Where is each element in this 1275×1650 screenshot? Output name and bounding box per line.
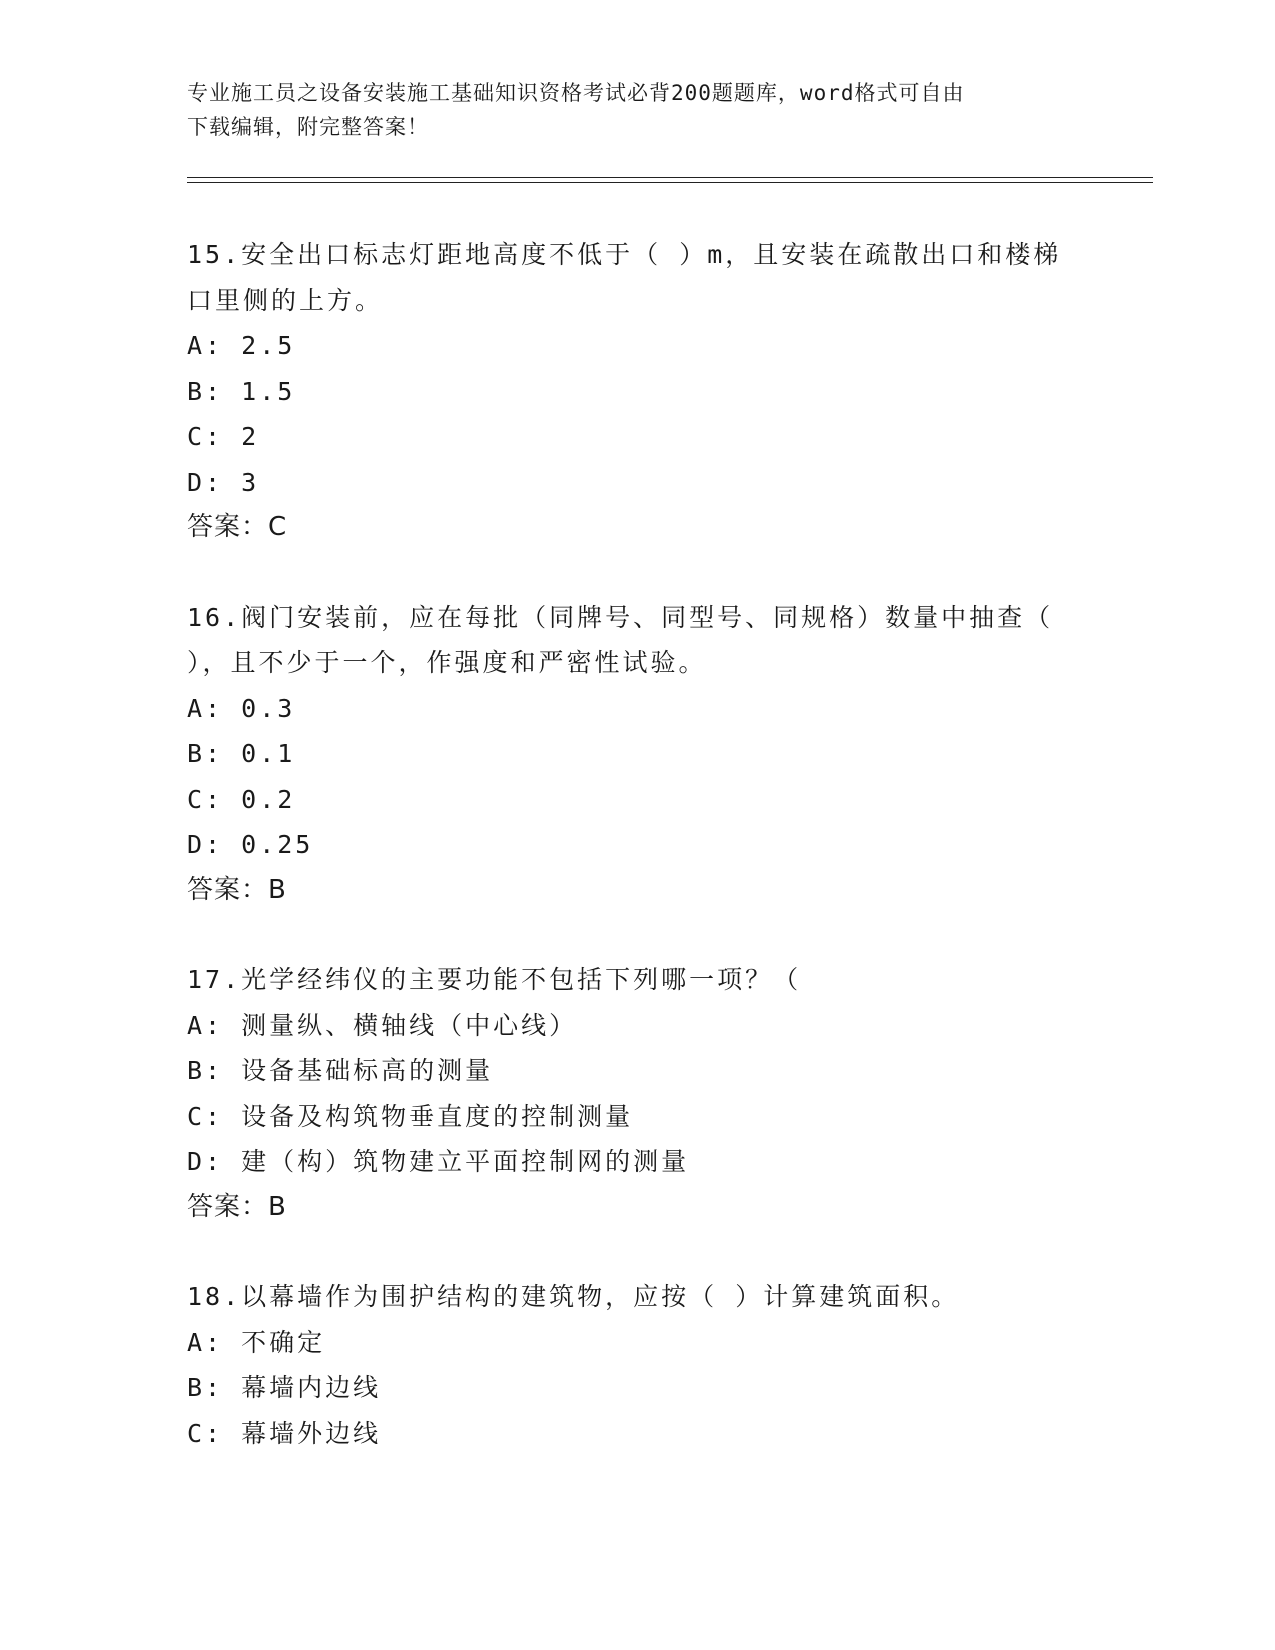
question-15	[187, 232, 1087, 551]
answer-label: 答案：B	[187, 874, 287, 905]
option-c: C: 设备及构筑物垂直度的控制测量	[187, 1101, 634, 1131]
option-c: C: 幕墙外边线	[187, 1418, 382, 1448]
question-list	[187, 232, 1087, 1456]
option-b: B: 1.5	[187, 376, 296, 406]
question-stem-continued: 口里侧的上方。	[187, 285, 384, 315]
option-d: D: 建（构）筑物建立平面控制网的测量	[187, 1147, 690, 1176]
header-line-2: 下载编辑，附完整答案！	[187, 115, 429, 139]
option-b: B: 0.1	[187, 739, 296, 768]
option-b: B: 幕墙内边线	[187, 1373, 382, 1402]
option-b: B: 设备基础标高的测量	[187, 1056, 494, 1085]
option-c: C: 0.2	[187, 784, 296, 814]
question-16	[187, 595, 1087, 914]
answer-label: 答案：C	[187, 512, 288, 542]
answer-label: 答案：B	[187, 1191, 287, 1222]
question-stem: 15.安全出口标志灯距地高度不低于（ ）m，且安装在疏散出口和楼梯	[187, 240, 1062, 269]
option-c: C: 2	[187, 422, 260, 451]
header-line-1: 专业施工员之设备安装施工基础知识资格考试必背200题题库，word格式可自由	[187, 81, 965, 105]
header-rule-bottom	[187, 182, 1153, 183]
question-17	[187, 957, 1087, 1230]
option-a: A: 0.3	[187, 693, 296, 723]
question-spacer	[187, 551, 1087, 595]
question-stem-continued: ），且不少于一个，作强度和严密性试验。	[187, 648, 707, 677]
option-d: D: 3	[187, 467, 260, 497]
option-d: D: 0.25	[187, 830, 314, 859]
question-spacer	[187, 913, 1087, 957]
question-stem: 17.光学经纬仪的主要功能不包括下列哪一项？（	[187, 965, 802, 994]
question-stem: 16.阀门安装前，应在每批（同牌号、同型号、同规格）数量中抽查（	[187, 602, 1054, 632]
document-header	[187, 76, 1067, 144]
option-a: A: 2.5	[187, 331, 296, 360]
question-18	[187, 1274, 1087, 1456]
header-rule-top	[187, 177, 1153, 178]
question-spacer	[187, 1230, 1087, 1274]
option-a: A: 不确定	[187, 1327, 326, 1357]
option-a: A: 测量纵、横轴线（中心线）	[187, 1010, 578, 1040]
question-stem: 18.以幕墙作为围护结构的建筑物，应按（ ）计算建筑面积。	[187, 1282, 960, 1311]
